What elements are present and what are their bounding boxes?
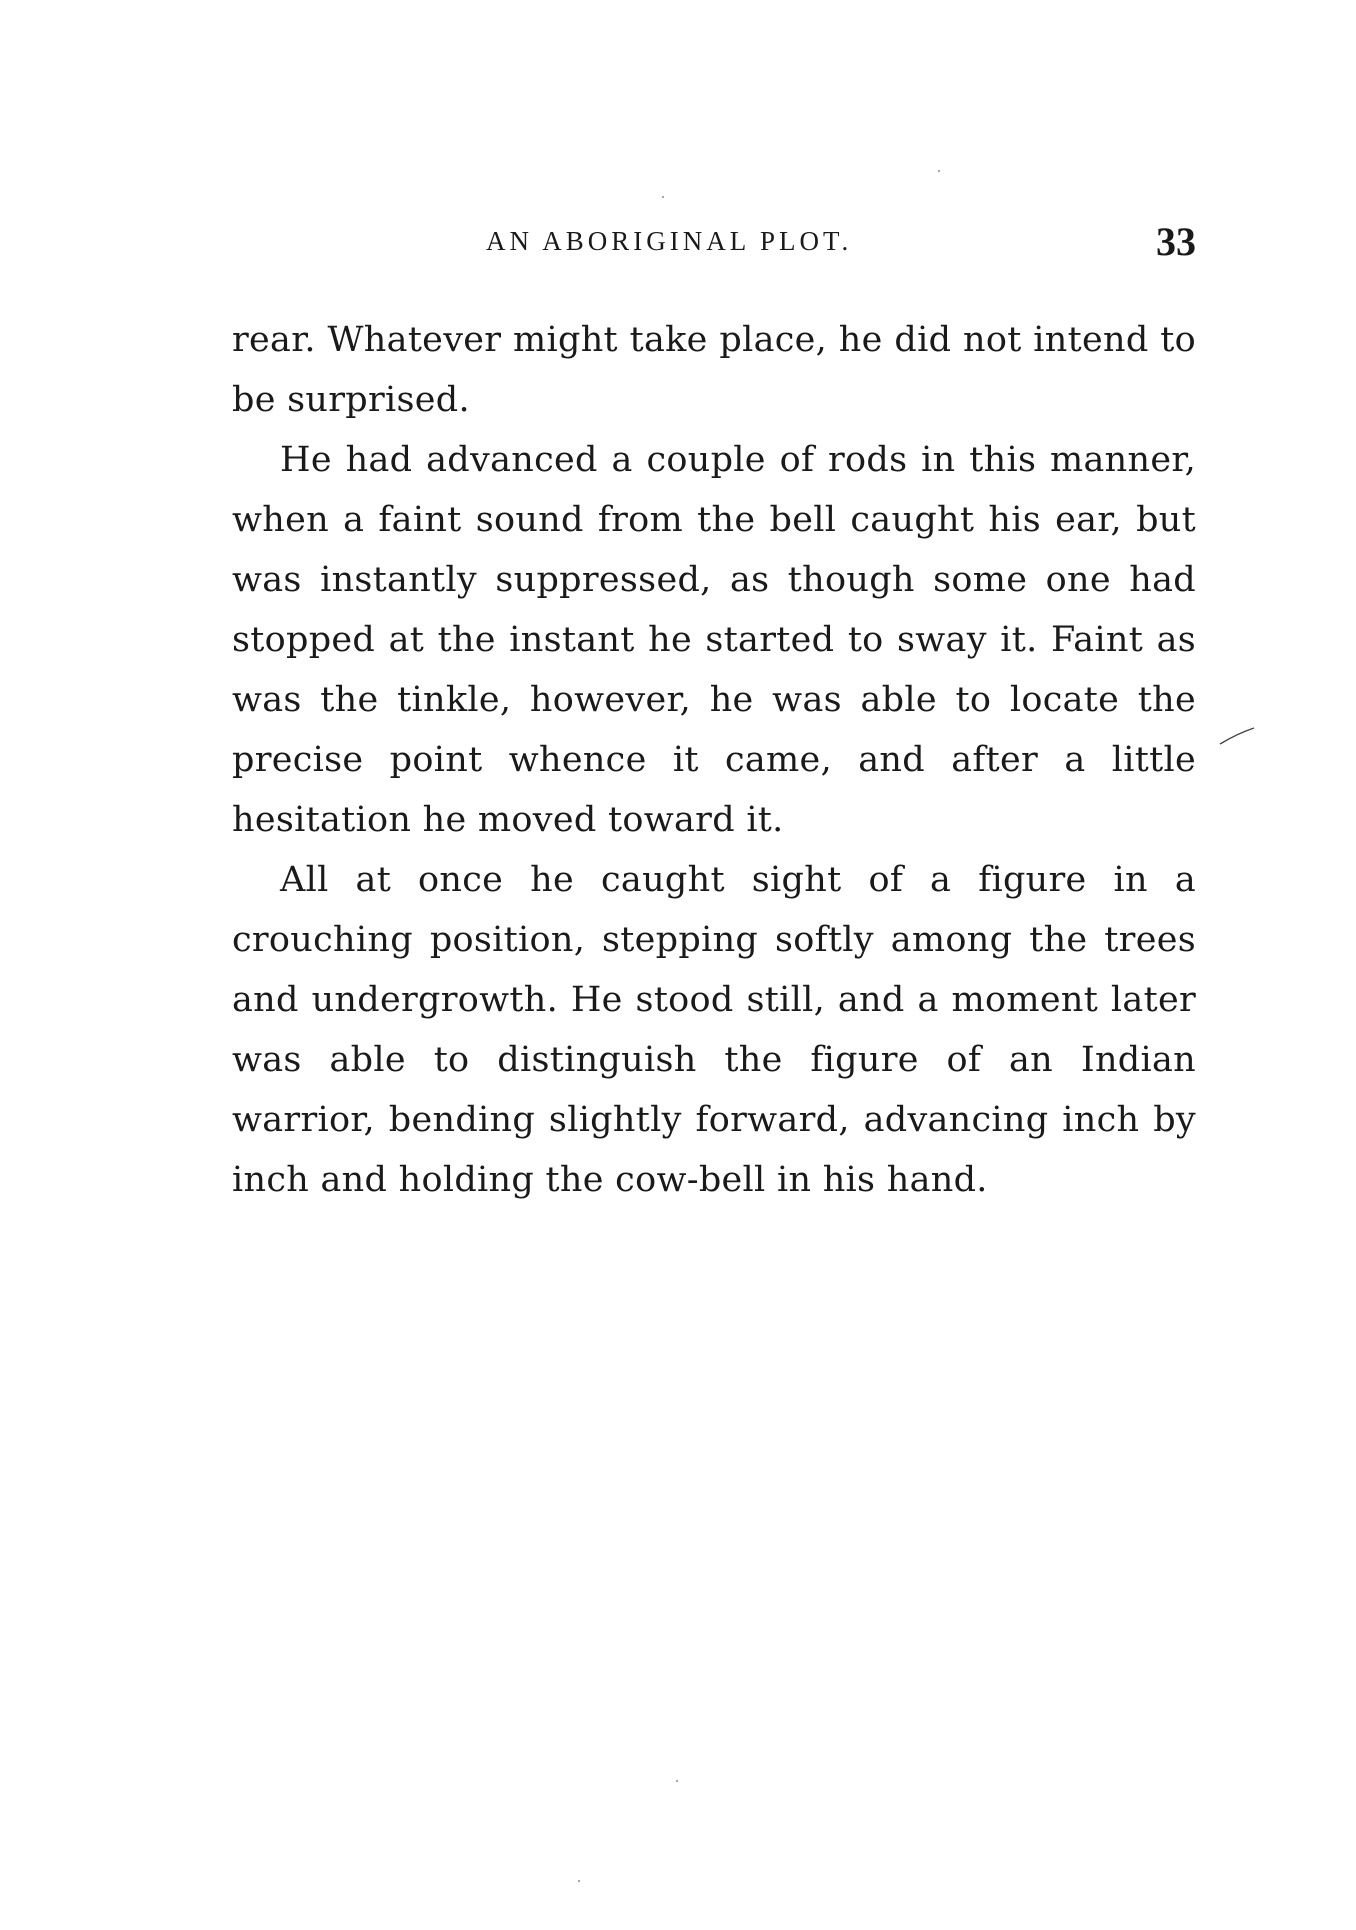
body-text [232, 310, 1196, 1210]
running-title: AN ABORIGINAL PLOT. [486, 226, 853, 256]
margin-pencil-mark [1218, 726, 1256, 746]
paper-speck [578, 1880, 580, 1882]
page-number: 33 [1156, 219, 1196, 264]
paper-speck [676, 1780, 678, 1782]
paragraph-bell-sound: He had advanced a couple of rods in this manner, when a faint sound from the bell caught his ear, but was instantly suppressed, as though some one had stopped at the instant he started to sway it. Faint as was the tinkle, however, he was able to locate the precise point whence it came, and after a little hesitation he moved toward it. [232, 440, 1196, 840]
paper-speck [662, 196, 664, 198]
running-head [236, 218, 1196, 268]
paper-speck [938, 170, 940, 172]
paragraph-continuation: rear. Whatever might take place, he did not intend to be surprised. [232, 320, 1196, 420]
paragraph-indian-warrior: All at once he caught sight of a figure in a crouching position, stepping softly among the trees and undergrowth. He stood still, and a moment later was able to distinguish the figure of an Indian warrior, bending slightly forward, advancing inch by inch and holding the cow-bell in his hand. [232, 860, 1196, 1200]
